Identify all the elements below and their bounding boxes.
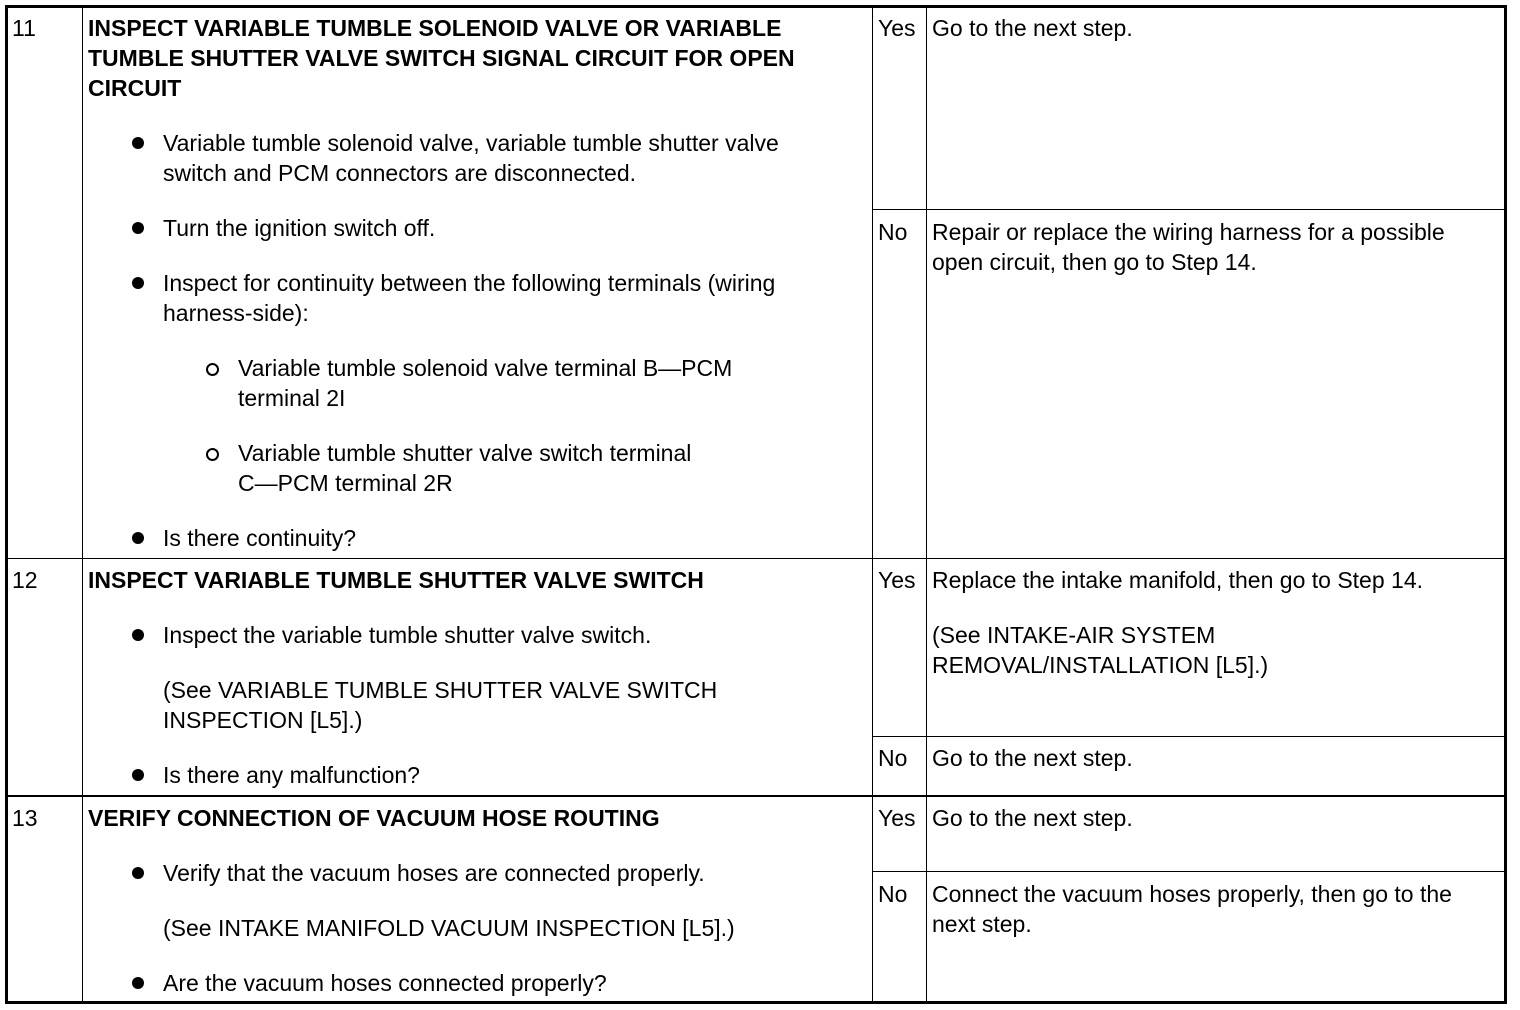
step-title: INSPECT VARIABLE TUMBLE SHUTTER VALVE SWITCH bbox=[88, 567, 704, 593]
bullet-icon bbox=[132, 222, 144, 234]
reference-text bbox=[163, 675, 717, 735]
instruction-text bbox=[163, 128, 779, 188]
column-divider bbox=[926, 6, 927, 1003]
bullet-icon bbox=[132, 977, 144, 989]
instruction-line: harness-side): bbox=[163, 300, 309, 326]
bullet-icon bbox=[132, 532, 144, 544]
step-title: VERIFY CONNECTION OF VACUUM HOSE ROUTING bbox=[88, 805, 660, 831]
question-text: Is there any malfunction? bbox=[163, 762, 420, 788]
instruction-line: Variable tumble shutter valve switch terminal bbox=[238, 440, 692, 466]
sub-bullet-icon bbox=[206, 363, 219, 376]
row-divider bbox=[6, 795, 1506, 797]
no-label: No bbox=[878, 219, 908, 245]
step-title-line: CIRCUIT bbox=[88, 75, 182, 101]
yes-reference bbox=[932, 620, 1268, 680]
yes-label: Yes bbox=[878, 805, 916, 831]
yes-action: Go to the next step. bbox=[932, 15, 1133, 41]
yes-action: Go to the next step. bbox=[932, 805, 1133, 831]
bullet-icon bbox=[132, 867, 144, 879]
yes-no-divider bbox=[872, 871, 1506, 872]
instruction-text bbox=[163, 268, 775, 328]
row-divider bbox=[6, 558, 1506, 559]
sub-instruction-text bbox=[238, 438, 691, 498]
reference-line: (See VARIABLE TUMBLE SHUTTER VALVE SWITCH bbox=[163, 677, 718, 703]
step-number: 12 bbox=[12, 567, 38, 593]
bullet-icon bbox=[132, 137, 144, 149]
instruction-line: Variable tumble solenoid valve terminal B—PCM bbox=[238, 355, 733, 381]
sub-instruction-text bbox=[238, 353, 732, 413]
step-title-line: INSPECT VARIABLE TUMBLE SOLENOID VALVE OR VARIABLE bbox=[88, 15, 782, 41]
yes-action: Replace the intake manifold, then go to Step 14. bbox=[932, 567, 1423, 593]
instruction-line: terminal 2I bbox=[238, 385, 346, 411]
no-label: No bbox=[878, 881, 908, 907]
no-action bbox=[932, 879, 1452, 939]
reference-text: (See INTAKE MANIFOLD VACUUM INSPECTION [L5].) bbox=[163, 915, 735, 941]
no-label: No bbox=[878, 745, 908, 771]
reference-line: INSPECTION [L5].) bbox=[163, 707, 363, 733]
action-line: next step. bbox=[932, 911, 1032, 937]
sub-bullet-icon bbox=[206, 448, 219, 461]
instruction-text: Verify that the vacuum hoses are connected properly. bbox=[163, 860, 705, 886]
column-divider bbox=[82, 6, 83, 1003]
reference-line: (See INTAKE-AIR SYSTEM bbox=[932, 622, 1216, 648]
bullet-icon bbox=[132, 277, 144, 289]
instruction-line: Variable tumble solenoid valve, variable tumble shutter valve bbox=[163, 130, 779, 156]
reference-line: REMOVAL/INSTALLATION [L5].) bbox=[932, 652, 1269, 678]
question-text: Are the vacuum hoses connected properly? bbox=[163, 970, 607, 996]
instruction-line: C—PCM terminal 2R bbox=[238, 470, 453, 496]
yes-label: Yes bbox=[878, 567, 916, 593]
instruction-line: Inspect for continuity between the following terminals (wiring bbox=[163, 270, 776, 296]
action-line: Repair or replace the wiring harness for a possible bbox=[932, 219, 1445, 245]
step-title-line: TUMBLE SHUTTER VALVE SWITCH SIGNAL CIRCUIT FOR OPEN bbox=[88, 45, 795, 71]
bullet-icon bbox=[132, 629, 144, 641]
step-number: 11 bbox=[12, 15, 36, 41]
yes-no-divider bbox=[872, 209, 1506, 210]
action-line: open circuit, then go to Step 14. bbox=[932, 249, 1257, 275]
step-number: 13 bbox=[12, 805, 38, 831]
no-action bbox=[932, 217, 1445, 277]
action-line: Connect the vacuum hoses properly, then go to the bbox=[932, 881, 1452, 907]
instruction-text: Turn the ignition switch off. bbox=[163, 215, 436, 241]
step-title bbox=[88, 13, 795, 103]
yes-label: Yes bbox=[878, 15, 916, 41]
instruction-line: switch and PCM connectors are disconnected. bbox=[163, 160, 637, 186]
bullet-icon bbox=[132, 769, 144, 781]
instruction-text: Inspect the variable tumble shutter valve switch. bbox=[163, 622, 652, 648]
yes-no-divider bbox=[872, 736, 1506, 737]
question-text: Is there continuity? bbox=[163, 525, 357, 551]
no-action: Go to the next step. bbox=[932, 745, 1133, 771]
column-divider bbox=[872, 6, 873, 1003]
